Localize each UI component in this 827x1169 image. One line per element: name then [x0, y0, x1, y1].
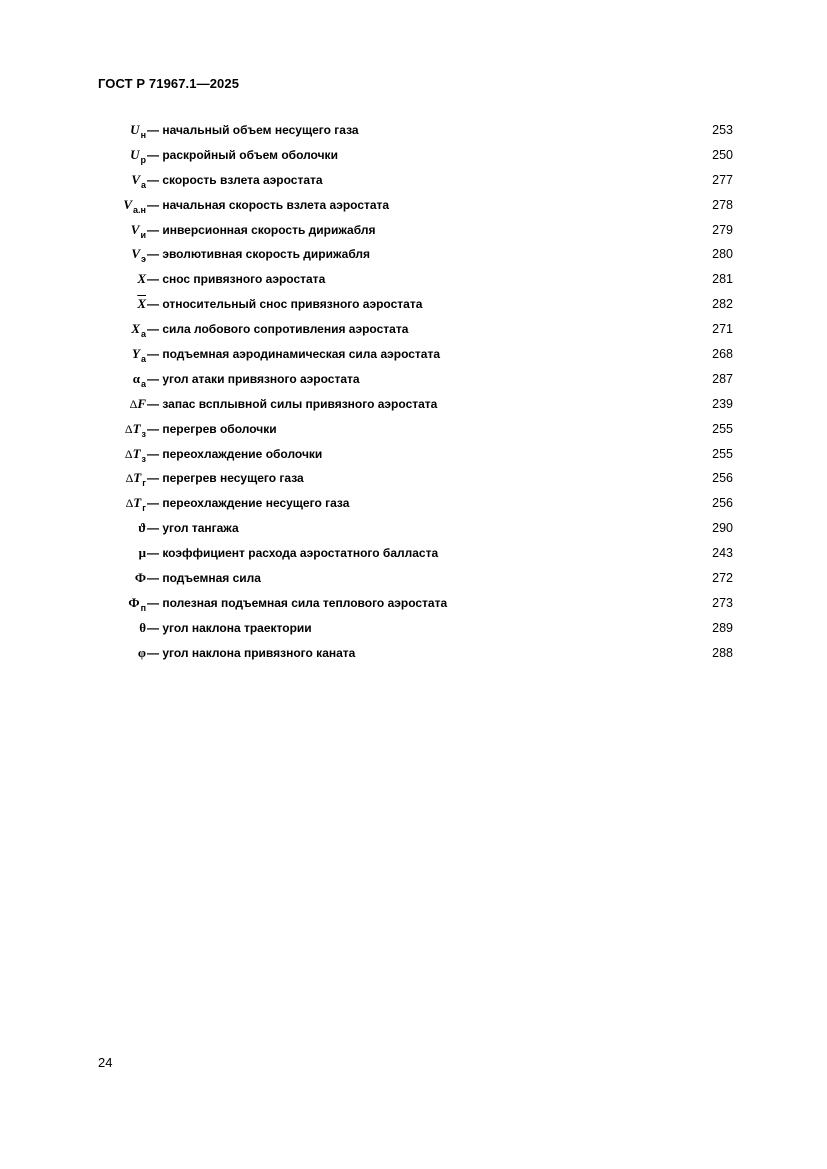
entry-description: — начальный объем несущего газа — [147, 123, 359, 137]
entry-page-reference: 288 — [712, 645, 733, 660]
symbol-prefix: Δ — [124, 446, 133, 461]
entry-page-reference: 271 — [712, 322, 733, 337]
entry-symbol — [139, 545, 146, 561]
symbol-letter: ϑ — [138, 520, 146, 536]
entry-description: — перегрев несущего газа — [147, 471, 304, 486]
entry-description: — угол атаки привязного аэростата — [147, 371, 360, 386]
entry-symbol — [137, 296, 146, 312]
entry-page-reference: 256 — [712, 471, 733, 486]
index-entry — [0, 119, 827, 144]
index-entry — [0, 617, 827, 642]
symbol-subscript: з — [141, 453, 146, 464]
symbol-prefix: Δ — [125, 471, 134, 486]
index-entry — [0, 642, 827, 667]
entry-description: — подъемная сила — [147, 571, 261, 586]
symbol-prefix: Δ — [129, 396, 138, 411]
symbol-letter: φ — [137, 644, 146, 660]
entry-description: — раскройный объем оболочки — [147, 147, 338, 162]
entry-symbol — [125, 470, 146, 489]
entry-symbol — [130, 396, 146, 412]
entry-symbol — [131, 246, 146, 265]
entry-page-reference: 277 — [712, 172, 733, 187]
symbol-letter: V — [123, 196, 133, 212]
entry-page-reference: 278 — [712, 197, 733, 212]
index-entry — [0, 567, 827, 592]
entry-description: — эволютивная скорость дирижабля — [147, 247, 371, 262]
entry-description: — угол наклона привязного каната — [147, 645, 356, 660]
symbol-letter: X — [131, 321, 140, 337]
symbol-subscript: а — [140, 378, 146, 389]
index-entry — [0, 592, 827, 617]
entry-description: — переохлаждение оболочки — [147, 446, 323, 461]
symbol-subscript: р — [140, 154, 146, 165]
symbol-subscript: а — [140, 179, 146, 190]
entry-page-reference: 290 — [712, 521, 733, 536]
entry-symbol — [125, 495, 146, 514]
symbol-prefix: Δ — [124, 421, 133, 436]
symbol-subscript: н — [140, 130, 146, 140]
entry-symbol — [123, 197, 146, 213]
entry-page-reference: 280 — [712, 247, 733, 262]
entry-page-reference: 255 — [712, 421, 733, 436]
symbol-subscript: з — [141, 428, 146, 439]
index-entry — [0, 219, 827, 244]
symbol-letter: F — [137, 395, 146, 411]
symbol-subscript: г — [142, 503, 146, 514]
symbol-letter: T — [132, 445, 141, 461]
symbol-letter: α — [132, 370, 140, 386]
symbol-letter: Ф — [128, 594, 140, 610]
index-entry — [0, 393, 827, 418]
entry-description: — запас всплывной силы привязного аэростата — [147, 396, 438, 411]
index-entry — [0, 318, 827, 343]
entry-page-reference: 268 — [712, 347, 733, 362]
document-header: ГОСТ Р 71967.1—2025 — [98, 76, 240, 91]
entry-description: — относительный снос привязного аэростата — [147, 297, 423, 312]
entry-symbol — [131, 222, 146, 238]
symbol-letter: T — [132, 420, 141, 436]
symbol-letter: U — [130, 122, 140, 137]
entry-page-reference: 282 — [712, 297, 733, 312]
symbol-subscript: г — [142, 478, 146, 489]
index-entry — [0, 467, 827, 492]
entry-page-reference: 279 — [712, 222, 733, 237]
entry-page-reference: 253 — [712, 123, 733, 137]
entry-symbol — [138, 645, 146, 661]
symbol-letter: X — [137, 271, 146, 287]
entry-symbol — [131, 321, 146, 340]
entry-description: — угол наклона траектории — [147, 620, 312, 635]
entry-description: — подъемная аэродинамическая сила аэростата — [147, 347, 441, 362]
entry-symbol — [125, 446, 146, 462]
index-entry — [0, 443, 827, 468]
entry-description: — переохлаждение несущего газа — [147, 496, 350, 511]
entry-symbol — [139, 620, 146, 636]
symbol-letter: V — [131, 171, 140, 187]
entry-symbol — [125, 421, 146, 437]
symbol-letter: U — [130, 146, 140, 162]
index-entry — [0, 343, 827, 368]
index-entry — [0, 517, 827, 542]
symbol-letter: $\overline{X}$ — [137, 296, 146, 312]
entry-description: — коэффициент расхода аэростатного балласта — [147, 546, 439, 561]
entry-description: — сила лобового сопротивления аэростата — [147, 322, 409, 337]
index-entry — [0, 492, 827, 517]
symbol-subscript: и — [140, 229, 146, 240]
entry-page-reference: 255 — [712, 446, 733, 461]
entry-symbol — [130, 147, 146, 163]
entry-page-reference: 243 — [712, 546, 733, 561]
entry-symbol — [135, 570, 146, 586]
entry-page-reference: 287 — [712, 371, 733, 386]
entry-page-reference: 250 — [712, 147, 733, 162]
symbol-letter: T — [133, 470, 142, 486]
entry-page-reference: 272 — [712, 571, 733, 586]
symbol-letter: θ — [139, 619, 146, 635]
entry-description: — угол тангажа — [147, 521, 239, 536]
symbol-letter: Ф — [134, 570, 146, 586]
entry-symbol — [131, 172, 146, 188]
index-entry — [0, 293, 827, 318]
index-entry — [0, 368, 827, 393]
index-entry — [0, 542, 827, 567]
entry-symbol — [132, 346, 146, 365]
entry-page-reference: 273 — [712, 595, 733, 610]
entry-description: — снос привязного аэростата — [147, 272, 326, 287]
index-entry — [0, 144, 827, 169]
entry-symbol — [138, 520, 146, 536]
entry-description: — инверсионная скорость дирижабля — [147, 222, 376, 237]
symbol-prefix: Δ — [125, 496, 134, 511]
entry-symbol — [137, 271, 146, 287]
index-entry — [0, 418, 827, 443]
symbol-index-list — [0, 119, 827, 667]
entry-page-reference: 256 — [712, 496, 733, 511]
symbol-subscript: а.н — [133, 204, 146, 215]
entry-description: — скорость взлета аэростата — [147, 172, 323, 187]
symbol-subscript: а — [140, 354, 146, 365]
symbol-subscript: а — [140, 329, 146, 340]
symbol-letter: V — [130, 221, 140, 237]
symbol-letter: μ — [138, 545, 146, 561]
entry-description: — перегрев оболочки — [147, 421, 277, 436]
entry-description: — полезная подъемная сила теплового аэростата — [147, 595, 448, 610]
symbol-letter: T — [133, 495, 142, 511]
page-number: 24 — [98, 1055, 113, 1070]
symbol-letter: Y — [132, 346, 140, 362]
entry-page-reference: 289 — [712, 620, 733, 635]
entry-symbol — [133, 371, 146, 387]
entry-page-reference: 281 — [712, 272, 733, 287]
symbol-subscript: э — [141, 254, 146, 265]
entry-description: — начальная скорость взлета аэростата — [147, 197, 390, 212]
index-entry — [0, 169, 827, 194]
entry-page-reference: 239 — [712, 396, 733, 411]
symbol-letter: V — [131, 246, 141, 262]
entry-symbol — [130, 122, 146, 138]
index-entry — [0, 268, 827, 293]
index-entry — [0, 194, 827, 219]
entry-symbol — [128, 595, 146, 611]
index-entry — [0, 243, 827, 268]
symbol-subscript: п — [140, 602, 146, 613]
